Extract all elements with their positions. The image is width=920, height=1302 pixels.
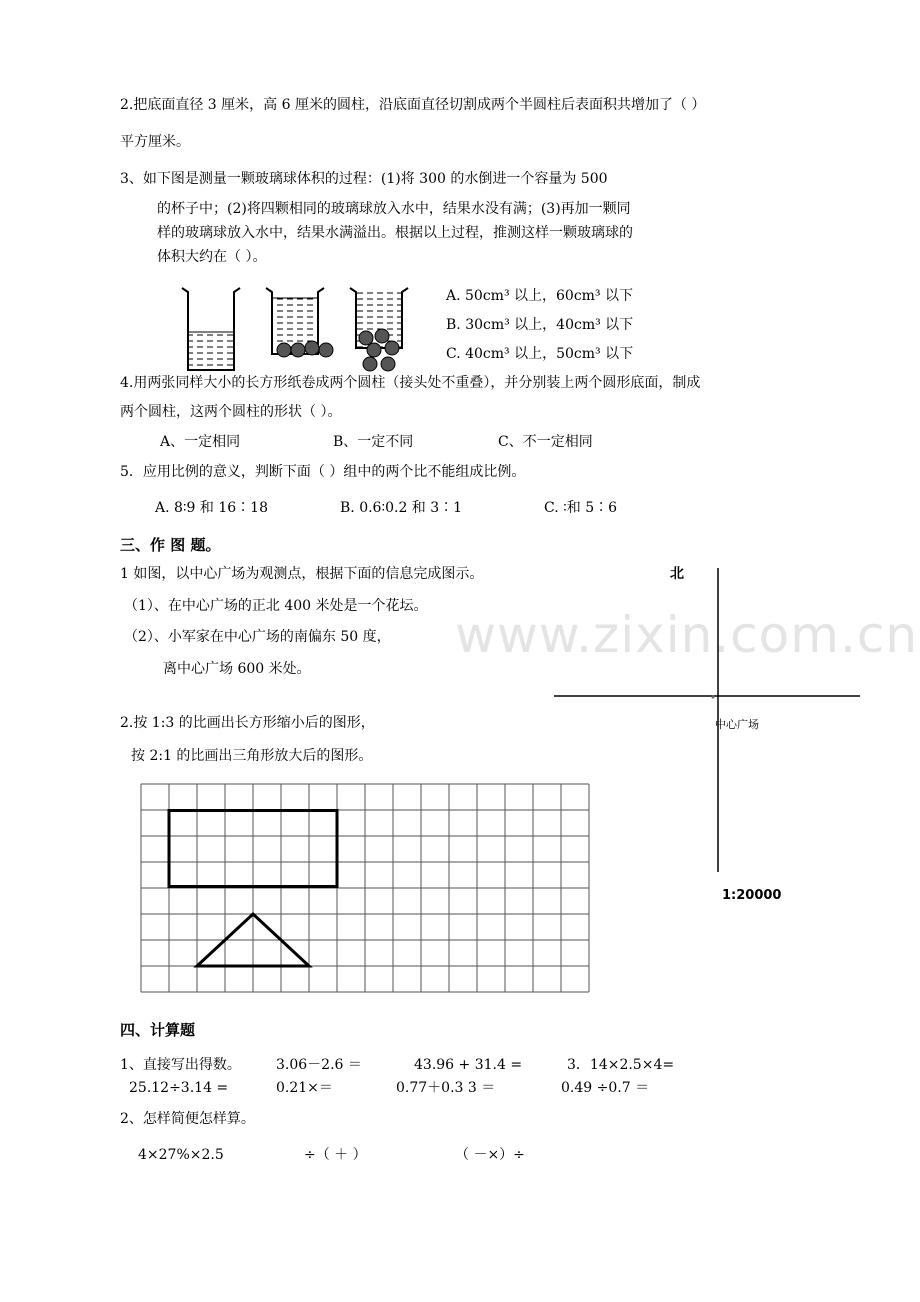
q4-line1: 4.用两张同样大小的长方形纸卷成两个圆柱（接头处不重叠），并分别装上两个圆形底面，制成 xyxy=(120,375,701,391)
simplify-item-2: ÷（ ＋ ） xyxy=(304,1147,367,1163)
s3-q1-item2b: 离中心广场 600 米处。 xyxy=(163,661,311,677)
s3-q1-item2: （2）、小军家在中心广场的南偏东 50 度， xyxy=(124,629,391,645)
section4-title: 四、计算题 xyxy=(120,1021,196,1039)
beaker-1 xyxy=(182,288,240,370)
s4-q1-label: 1、直接写出得数。 xyxy=(120,1057,241,1073)
calc-item-1: 3.06－2.6 ＝ xyxy=(276,1057,362,1073)
q4-option-a: A、一定相同 xyxy=(160,434,241,450)
q3-line4: 体积大约在（ ）。 xyxy=(157,249,267,265)
q5-line1: 5．应用比例的意义，判断下面（ ）组中的两个比不能组成比例。 xyxy=(120,464,526,480)
map-scale-label: 1:20000 xyxy=(722,888,782,903)
watermark: www.zixin.com.cn xyxy=(455,606,919,664)
q3-line1: 3、如下图是测量一颗玻璃球体积的过程：(1)将 300 的水倒进一个容量为 500 xyxy=(120,171,608,187)
s3-q2-line2: 按 2:1 的比画出三角形放大后的图形。 xyxy=(131,748,373,764)
q2-line1: 2.把底面直径 3 厘米，高 6 厘米的圆柱，沿底面直径切割成两个半圆柱后表面积共增加了（ ） xyxy=(120,97,706,113)
calc-item-4: 25.12÷3.14 = xyxy=(129,1080,229,1096)
beaker-illustration xyxy=(176,284,416,374)
calc-item-3: 3．14×2.5×4= xyxy=(567,1057,675,1073)
map-north-label: 北 xyxy=(670,566,684,582)
drawing-grid xyxy=(140,783,592,995)
q5-option-c: C. ∶和 5∶6 xyxy=(544,500,618,516)
q3-line3: 样的玻璃球放入水中，结果水满溢出。根据以上过程，推测这样一颗玻璃球的 xyxy=(157,225,633,241)
calc-item-2: 43.96 + 31.4 = xyxy=(414,1057,523,1073)
simplify-item-3: （ －×）÷ xyxy=(455,1147,525,1163)
q3-option-a: A. 50cm³ 以上，60cm³ 以下 xyxy=(446,288,633,304)
s3-q2-line1: 2.按 1:3 的比画出长方形缩小后的图形， xyxy=(120,715,375,731)
q2-line2: 平方厘米。 xyxy=(120,134,190,150)
q5-option-b: B. 0.6∶0.2 和 3∶1 xyxy=(340,500,463,516)
q3-line2: 的杯子中；(2)将四颗相同的玻璃球放入水中，结果水没有满；(3)再加一颗同 xyxy=(157,201,631,217)
s3-q1-line1: 1 如图，以中心广场为观测点，根据下面的信息完成图示。 xyxy=(120,566,484,582)
calc-item-5: 0.21×＝ xyxy=(276,1080,333,1096)
q4-option-b: B、一定不同 xyxy=(333,434,414,450)
beaker-2 xyxy=(266,288,333,357)
calc-item-6: 0.77＋0.3 3 ＝ xyxy=(396,1080,496,1096)
beaker-3 xyxy=(350,288,408,371)
s4-q2-label: 2、怎样简便怎样算。 xyxy=(120,1111,255,1127)
section3-title: 三、作 图 题。 xyxy=(120,536,221,554)
s3-q1-item1: （1）、在中心广场的正北 400 米处是一个花坛。 xyxy=(124,598,428,614)
q3-option-c: C. 40cm³ 以上，50cm³ 以下 xyxy=(446,346,634,362)
calc-item-7: 0.49 ÷0.7 ＝ xyxy=(561,1080,650,1096)
map-axes xyxy=(550,560,870,880)
q3-option-b: B. 30cm³ 以上，40cm³ 以下 xyxy=(446,317,634,333)
simplify-item-1: 4×27%×2.5 xyxy=(138,1147,224,1163)
q5-option-a: A. 8∶9 和 16∶18 xyxy=(155,500,268,516)
q4-line2: 两个圆柱，这两个圆柱的形状（ ）。 xyxy=(120,404,342,420)
q4-option-c: C、不一定相同 xyxy=(498,434,593,450)
map-center-label: 中心广场 xyxy=(715,718,759,731)
